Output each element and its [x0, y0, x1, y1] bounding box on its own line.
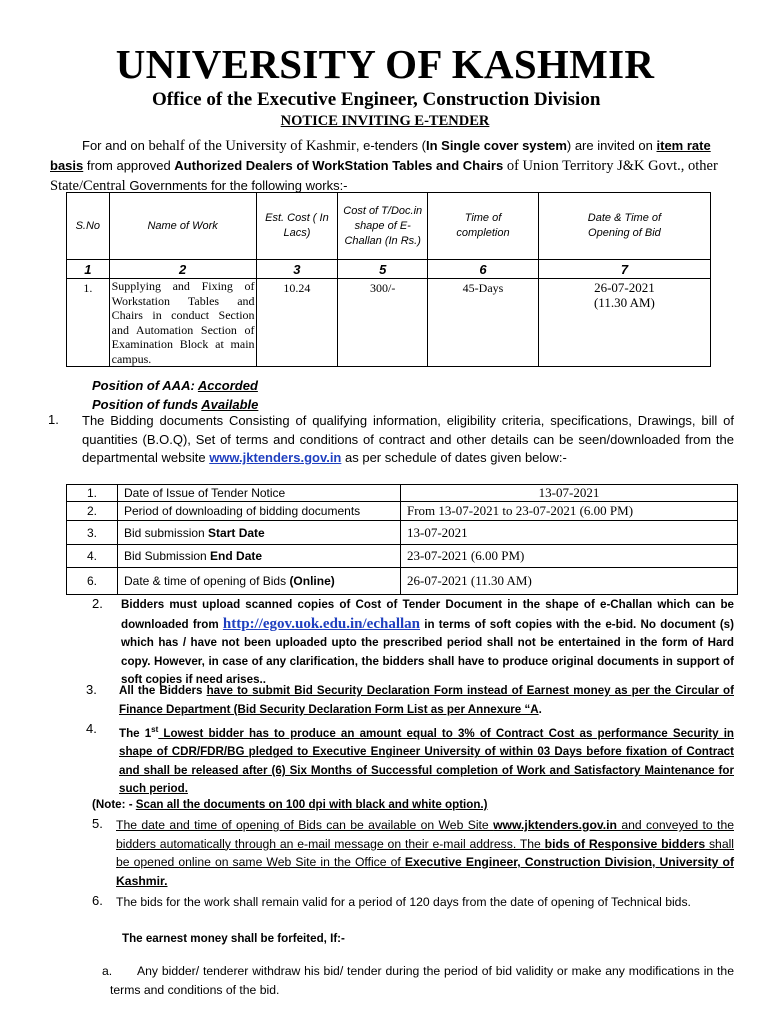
para1-text [82, 412, 734, 468]
para3-underlined: have to submit Bid Security Declaration Form instead of Earnest money as per the Circular of Finance Department (Bid Security Declaration Form List as per Annexure “A [119, 684, 734, 716]
para4-underlined: Lowest bidder has to produce an amount equal to 3% of Contract Cost as performance Security in shape of CDR/FDR/BG pledged to Executive Engineer University of within 03 Days before fixation of Contract and shall be released after (6) Six Months of Successful completion of Work and Satisfactory Maintenance for such period. [119, 726, 734, 796]
para5-office: Executive Engineer, Construction Division, University of Kashmir. [116, 855, 734, 888]
intro-item-rate: item rate basis [50, 138, 711, 173]
schedule-value: 26-07-2021 (11.30 AM) [401, 568, 738, 595]
schedule-label [118, 521, 401, 545]
funds-label: Position of funds [92, 397, 202, 412]
intro-cover-system: In Single cover system [425, 138, 567, 153]
intro-text-2: behalf of the University of Kashmir [148, 138, 356, 154]
header-date-opening: Date & Time of Opening of Bid [538, 193, 710, 260]
intro-dealers: Authorized Dealers of WorkStation Tables and Chairs [174, 158, 504, 173]
forfeit-line: The earnest money shall be forfeited, If:- [122, 932, 345, 945]
para5-underlined [116, 818, 734, 888]
para5-body: The date and time of opening of Bids can be available on Web Site [116, 818, 494, 832]
works-table [66, 192, 711, 367]
para3-text [119, 682, 734, 719]
para1-body: The Bidding documents Consisting of qualifying information, eligibility criteria, specifications, Drawings, bill of quantities (B.O.Q), Set of terms and conditions of contract and other details can be seen/downloaded from the departmental website [82, 413, 734, 465]
row-sno: 1. [67, 279, 110, 367]
echallan-link[interactable]: http://egov.uok.edu.in/echallan [222, 615, 421, 632]
item-a [102, 962, 734, 999]
row-hour: (11.30 AM) [593, 294, 655, 310]
note-text: Scan all the documents on 100 dpi with black and white option.) [135, 798, 488, 811]
office-title: Office of the Executive Engineer, Construction Division [152, 89, 601, 110]
intro-text-3: , e-tenders ( [355, 138, 426, 153]
schedule-label [118, 502, 401, 521]
position-aaa [92, 378, 258, 393]
row-time [428, 279, 539, 367]
para5-body-3: shall be opened online on same Web Site in the Office of [116, 836, 735, 869]
col-number: 6 [428, 260, 539, 279]
para2-text [121, 596, 734, 690]
schedule-table [66, 484, 738, 595]
header-est-cost: Est. Cost ( In Lacs) [256, 193, 338, 260]
schedule-no: 2. [67, 502, 118, 521]
col-number: 7 [538, 260, 710, 279]
para4-sup: st [151, 725, 159, 734]
schedule-label-text: Bid Submission [124, 549, 211, 563]
header-time-completion: Time of completion [428, 193, 539, 260]
schedule-value: 13-07-2021 [401, 485, 738, 502]
col-number: 2 [109, 260, 256, 279]
schedule-label [118, 568, 401, 595]
para4-body: The 1 [119, 726, 152, 740]
schedule-label-text: Period of downloading of bidding documents [124, 504, 361, 518]
para3-end: . [538, 702, 542, 716]
intro-text-1: For and on [82, 138, 145, 153]
header-tdoc-cost: Cost of T/Doc.in shape of E-Challan (In Rs.) [338, 193, 428, 260]
schedule-label [118, 545, 401, 568]
note-label: (Note: - [92, 798, 136, 811]
funds-value: Available [201, 397, 259, 412]
para5-body-2: and conveyed to the bidders automatically through an e-mail message on their e-mail address. The [116, 818, 734, 851]
row-est-cost: 10.24 [256, 279, 338, 367]
schedule-label-bold: End Date [210, 549, 263, 563]
intro-text-9: of Union Territory J&K Govt., other State/Central [50, 158, 718, 194]
schedule-label-text: Date & time of opening of Bids [124, 574, 290, 588]
col-number: 3 [256, 260, 338, 279]
intro-paragraph [50, 136, 734, 196]
para4-text [119, 721, 734, 799]
para1-body-2: as per schedule of dates given below:- [341, 450, 567, 465]
aaa-label: Position of AAA: [92, 378, 198, 393]
schedule-value: From 13-07-2021 to 23-07-2021 (6.00 PM) [401, 502, 738, 521]
para2-number: 2. [92, 596, 103, 611]
para6-number: 6. [92, 893, 103, 908]
schedule-no: 4. [67, 545, 118, 568]
para4-number: 4. [86, 721, 97, 736]
intro-text-7: from approved [83, 158, 175, 173]
note-line [92, 796, 488, 815]
position-funds [92, 397, 258, 412]
item-a-text: Any bidder/ tenderer withdraw his bid/ tender during the period of bid validity or make any modifications in the terms and conditions of the bid. [110, 964, 734, 997]
intro-text-10: Governments for the following works:- [125, 178, 348, 193]
para5-responsive: bids of Responsive bidders [544, 836, 706, 851]
schedule-value: 23-07-2021 (6.00 PM) [401, 545, 738, 568]
row-date: 26-07-2021 [594, 280, 655, 295]
row-date-opening [538, 279, 710, 367]
header-sno: S.No [67, 193, 110, 260]
university-title: UNIVERSITY OF KASHMIR [115, 41, 655, 87]
aaa-value: Accorded [197, 378, 258, 393]
row-name-of-work: Supplying and Fixing of Workstation Tables and Chairs in conduct Section and Automation Section of Examination Block at main campus. [109, 279, 256, 367]
intro-text-5: ) are invited on [566, 138, 657, 153]
jktenders-link[interactable]: www.jktenders.gov.in [209, 450, 342, 465]
para2-body-2: in terms of soft copies with the e-bid. No document (s) which has / have not been uploaded upto the prescribed period shall not be entertained in the form of Hard copy. However, in case of any clarification, the bidders shall have to produce original documents in support of soft copies if need arises.. [121, 617, 734, 686]
schedule-no: 3. [67, 521, 118, 545]
item-a-label: a. [102, 964, 113, 978]
schedule-no: 6. [67, 568, 118, 595]
col-number: 5 [338, 260, 428, 279]
col-number: 1 [67, 260, 110, 279]
para2-body: Bidders must upload scanned copies of Cost of Tender Document in the shape of e-Challan which can be downloaded from [121, 598, 734, 631]
row-tdoc-cost: 300/- [338, 279, 428, 367]
para5-site: www.jktenders.gov.in [493, 818, 617, 832]
schedule-label-bold: Start Date [208, 525, 265, 540]
para1-number: 1. [48, 412, 59, 427]
para3-number: 3. [86, 682, 97, 697]
notice-title: NOTICE INVITING E-TENDER [280, 113, 490, 129]
schedule-label [118, 485, 401, 502]
para6-text: The bids for the work shall remain valid for a period of 120 days from the date of opening of Technical bids. [116, 895, 691, 909]
schedule-label-bold: (Online) [289, 574, 335, 588]
schedule-label-text: Date of Issue of Tender Notice [124, 486, 286, 500]
header-name-of-work: Name of Work [109, 193, 256, 260]
schedule-value: 13-07-2021 [401, 521, 738, 545]
row-time-text: 45-Days [462, 281, 504, 295]
schedule-label-text: Bid submission [124, 525, 209, 540]
para5-number: 5. [92, 816, 103, 831]
schedule-no: 1. [67, 485, 118, 502]
para5-text [116, 816, 734, 890]
para3-body: All the Bidders [119, 684, 207, 697]
